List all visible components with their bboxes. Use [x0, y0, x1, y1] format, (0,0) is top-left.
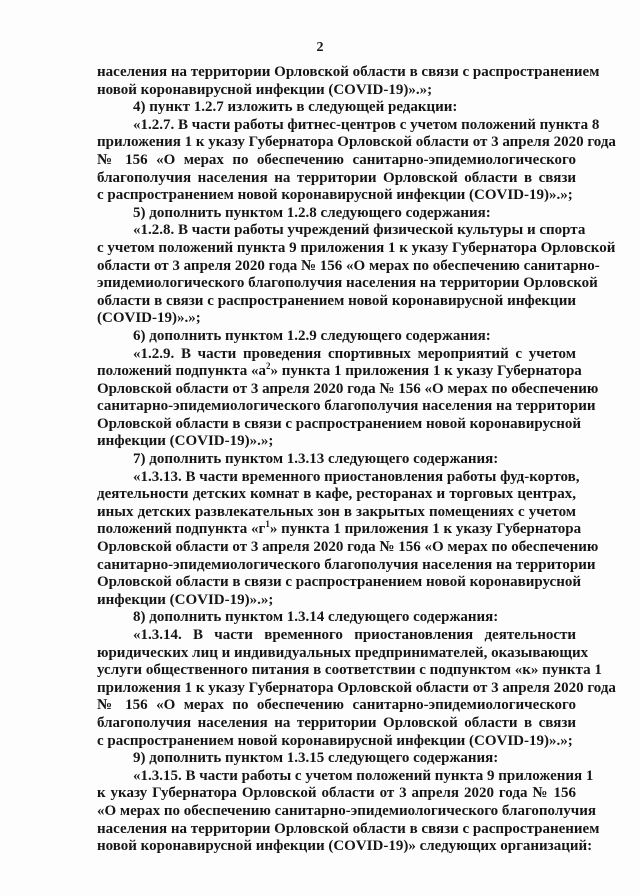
text-line: санитарно-эпидемиологического благополучия населения на территории	[97, 398, 596, 415]
text-line: «О мерах по обеспечению санитарно-эпидемиологического благополучия	[97, 802, 596, 819]
text-line: с распространением новой коронавирусной инфекции (COVID-19)».»;	[97, 187, 573, 204]
page-number: 2	[316, 40, 324, 55]
text-line: иных детских развлекательных зон в закрытых помещениях с учетом	[97, 503, 576, 520]
text-line: услуги общественного питания в соответствии с подпунктом «к» пункта 1	[97, 662, 602, 679]
text-line: № 156 «О мерах по обеспечению санитарно-эпидемиологического	[97, 697, 576, 714]
text-line: с учетом положений пункта 9 приложения 1 к указу Губернатора Орловской	[97, 239, 616, 256]
text-line: к указу Губернатора Орловской области от 3 апреля 2020 года № 156	[97, 785, 576, 802]
text-line: 8) дополнить пунктом 1.3.14 следующего содержания:	[133, 609, 499, 626]
text-line: 9) дополнить пунктом 1.3.15 следующего содержания:	[133, 750, 499, 767]
text-line: (COVID-19)».»;	[97, 310, 201, 327]
text-line: области в связи с распространением новой коронавирусной инфекции	[97, 292, 576, 309]
text-line: «1.3.14. В части временного приостановления деятельности	[133, 627, 576, 643]
text-line: 5) дополнить пунктом 1.2.8 следующего содержания:	[133, 204, 491, 221]
text-line: юридических лиц и индивидуальных предпринимателей, оказывающих	[97, 644, 589, 661]
text-line: Орловской области в связи с распространением новой коронавирусной	[97, 574, 581, 591]
text-line: инфекции (COVID-19)».»;	[97, 591, 274, 608]
text-line: 6) дополнить пунктом 1.2.9 следующего содержания:	[133, 327, 491, 344]
text-line: инфекции (COVID-19)».»;	[97, 433, 274, 450]
text-line: «1.2.9. В части проведения спортивных мероприятий с учетом	[133, 345, 576, 362]
text-line: «1.2.7. В части работы фитнес-центров с учетом положений пункта 8	[133, 116, 600, 133]
text-line: № 156 «О мерах по обеспечению санитарно-эпидемиологического	[97, 151, 576, 168]
text-line: санитарно-эпидемиологического благополучия населения на территории	[97, 556, 596, 573]
text-line: «1.2.8. В части работы учреждений физической культуры и спорта	[133, 222, 586, 239]
superscript: 1	[265, 519, 270, 530]
text-line: населения на территории Орловской области в связи с распространением	[97, 64, 600, 80]
text-line: приложения 1 к указу Губернатора Орловской области от 3 апреля 2020 года	[97, 679, 616, 696]
text-segment: » пункта 1 приложения 1 к указу Губернатора	[270, 363, 582, 380]
text-line: новой коронавирусной инфекции (COVID-19)» следующих организаций:	[97, 838, 593, 855]
text-line: новой коронавирусной инфекции (COVID-19)».»;	[97, 81, 433, 98]
superscript: 2	[266, 361, 271, 372]
text-line: «1.3.15. В части работы с учетом положений пункта 9 приложения 1	[133, 767, 594, 784]
text-line: благополучия населения на территории Орловской области в связи	[97, 169, 576, 186]
text-line: населения на территории Орловской области в связи с распространением	[97, 820, 600, 837]
text-line: приложения 1 к указу Губернатора Орловской области от 3 апреля 2020 года	[97, 134, 616, 151]
text-segment: положений подпункта «г	[97, 521, 266, 538]
text-line: эпидемиологического благополучия населения на территории Орловской	[97, 275, 598, 292]
text-line	[97, 361, 582, 381]
text-segment: положений подпункта «а	[97, 363, 267, 380]
text-line: «1.3.13. В части временного приостановления работы фуд-кортов,	[133, 468, 580, 485]
text-line: Орловской области от 3 апреля 2020 года № 156 «О мерах по обеспечению	[97, 539, 599, 556]
text-line: Орловской области в связи с распространением новой коронавирусной	[97, 415, 581, 432]
text-line: деятельности детских комнат в кафе, ресторанах и торговых центрах,	[97, 486, 576, 503]
text-line	[97, 519, 582, 539]
text-line: 4) пункт 1.2.7 изложить в следующей редакции:	[133, 99, 458, 116]
text-segment: » пункта 1 приложения 1 к указу Губернатора	[269, 521, 582, 538]
text-line: благополучия населения на территории Орловской области в связи	[97, 714, 576, 731]
text-line: области от 3 апреля 2020 года № 156 «О мерах по обеспечению санитарно-	[97, 257, 600, 274]
document-body	[97, 64, 616, 856]
text-line: с распространением новой коронавирусной инфекции (COVID-19)».»;	[97, 732, 573, 749]
text-line: Орловской области от 3 апреля 2020 года № 156 «О мерах по обеспечению	[97, 380, 599, 397]
text-line: 7) дополнить пунктом 1.3.13 следующего содержания:	[133, 451, 499, 468]
